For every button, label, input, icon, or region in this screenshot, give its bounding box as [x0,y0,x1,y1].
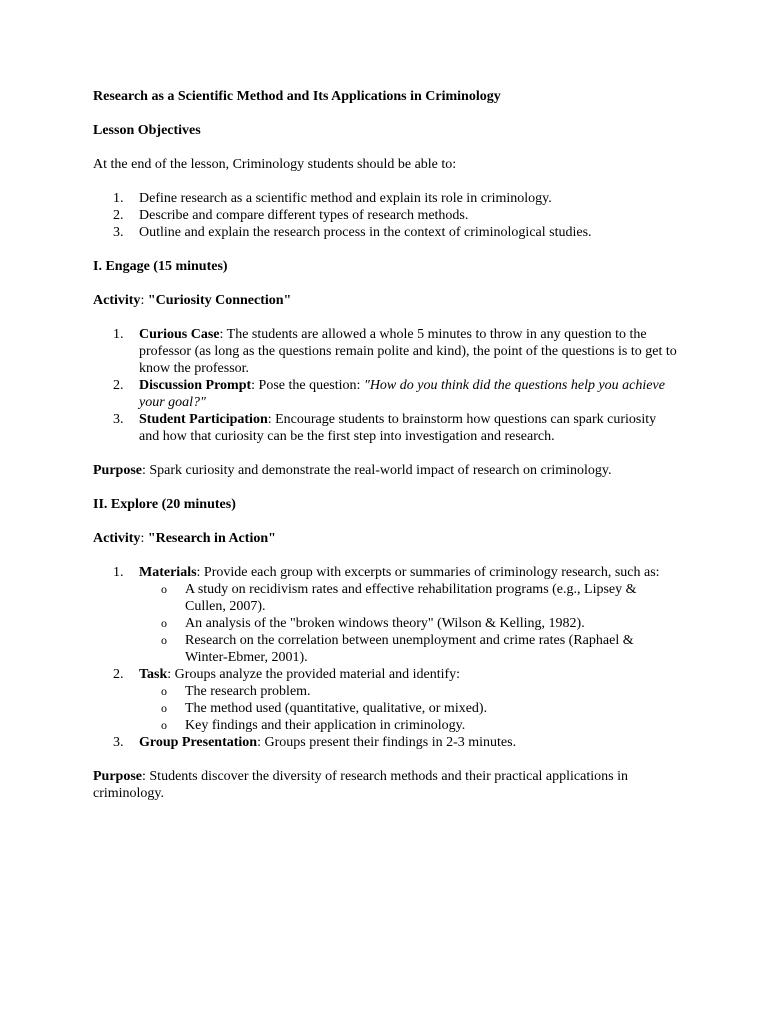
engage-heading: I. Engage (15 minutes) [93,259,228,274]
list-number: 3. [113,412,124,427]
activity-separator: : [140,531,148,546]
activity-label: Activity [93,293,141,308]
circle-bullet-icon: o [161,684,167,698]
purpose-label: Purpose [93,463,142,478]
sublist-text: Research on the correlation between unemployment and crime rates (Raphael & Winter-Ebmer, 2001). [185,633,634,665]
objectives-list [93,190,678,241]
objectives-heading: Lesson Objectives [93,123,201,138]
engage-activity [93,292,678,309]
step-text: : Groups present their findings in 2-3 minutes. [257,735,517,750]
objective-item [93,224,678,241]
explore-step [93,564,678,666]
list-number: 1. [113,565,124,580]
list-number: 3. [113,225,124,240]
step-label: Materials [139,565,197,580]
engage-purpose [93,462,678,479]
purpose-text: : Spark curiosity and demonstrate the real-world impact of research on criminology. [142,463,612,478]
list-number: 2. [113,667,124,682]
sublist-text: The method used (quantitative, qualitative, or mixed). [185,701,488,716]
task-sublist [139,683,678,734]
list-number: 2. [113,208,124,223]
explore-step [93,734,678,751]
sublist-text: The research problem. [185,684,311,699]
list-number: 1. [113,327,124,342]
step-label: Student Participation [139,412,268,427]
explore-step [93,666,678,734]
objective-item [93,207,678,224]
activity-title: "Curiosity Connection" [147,293,292,308]
engage-steps-list [93,326,678,445]
objective-text: Outline and explain the research process in the context of criminological studies. [139,225,592,240]
circle-bullet-icon: o [161,616,167,630]
activity-separator: : [140,293,148,308]
explore-activity [93,530,678,547]
purpose-text: : Students discover the diversity of research methods and their practical applications in criminology. [93,769,628,801]
step-text: : Encourage students to brainstorm how questions can spark curiosity and how that curiosity can be the first step into investigation and research. [139,412,657,444]
sublist-item [139,683,678,700]
sublist-text: Key findings and their application in criminology. [185,718,466,733]
circle-bullet-icon: o [161,582,167,596]
step-label: Curious Case [139,327,220,342]
sublist-text: An analysis of the "broken windows theory" (Wilson & Kelling, 1982). [185,616,585,631]
explore-heading: II. Explore (20 minutes) [93,497,236,512]
step-text: : The students are allowed a whole 5 minutes to throw in any question to the professor (as long as the questions remain polite and kind), the point of the questions is to get to know the professor. [139,327,677,376]
sublist-item [139,700,678,717]
purpose-label: Purpose [93,769,142,784]
discussion-question: "How do you think did the questions help you achieve your goal?" [139,378,665,410]
step-text: : Pose the question: [251,378,364,393]
engage-step [93,326,678,377]
circle-bullet-icon: o [161,633,167,647]
objective-text: Describe and compare different types of research methods. [139,208,469,223]
objectives-intro: At the end of the lesson, Criminology students should be able to: [93,157,457,172]
list-number: 3. [113,735,124,750]
sublist-text: A study on recidivism rates and effective rehabilitation programs (e.g., Lipsey & Cullen, 2007). [185,582,637,614]
sublist-item [139,717,678,734]
list-number: 2. [113,378,124,393]
materials-sublist [139,581,678,666]
step-label: Group Presentation [139,735,258,750]
engage-step [93,411,678,445]
sublist-item [139,632,678,666]
engage-step [93,377,678,411]
explore-steps-list [93,564,678,751]
explore-purpose [93,768,678,802]
activity-title: "Research in Action" [147,531,276,546]
objective-text: Define research as a scientific method and explain its role in criminology. [139,191,552,206]
circle-bullet-icon: o [161,718,167,732]
sublist-item [139,581,678,615]
step-text: : Provide each group with excerpts or summaries of criminology research, such as: [196,565,660,580]
document-title: Research as a Scientific Method and Its Applications in Criminology [93,89,501,104]
step-label: Task [139,667,168,682]
list-number: 1. [113,191,124,206]
circle-bullet-icon: o [161,701,167,715]
objective-item [93,190,678,207]
activity-label: Activity [93,531,141,546]
step-text: : Groups analyze the provided material and identify: [167,667,461,682]
step-label: Discussion Prompt [139,378,252,393]
sublist-item [139,615,678,632]
